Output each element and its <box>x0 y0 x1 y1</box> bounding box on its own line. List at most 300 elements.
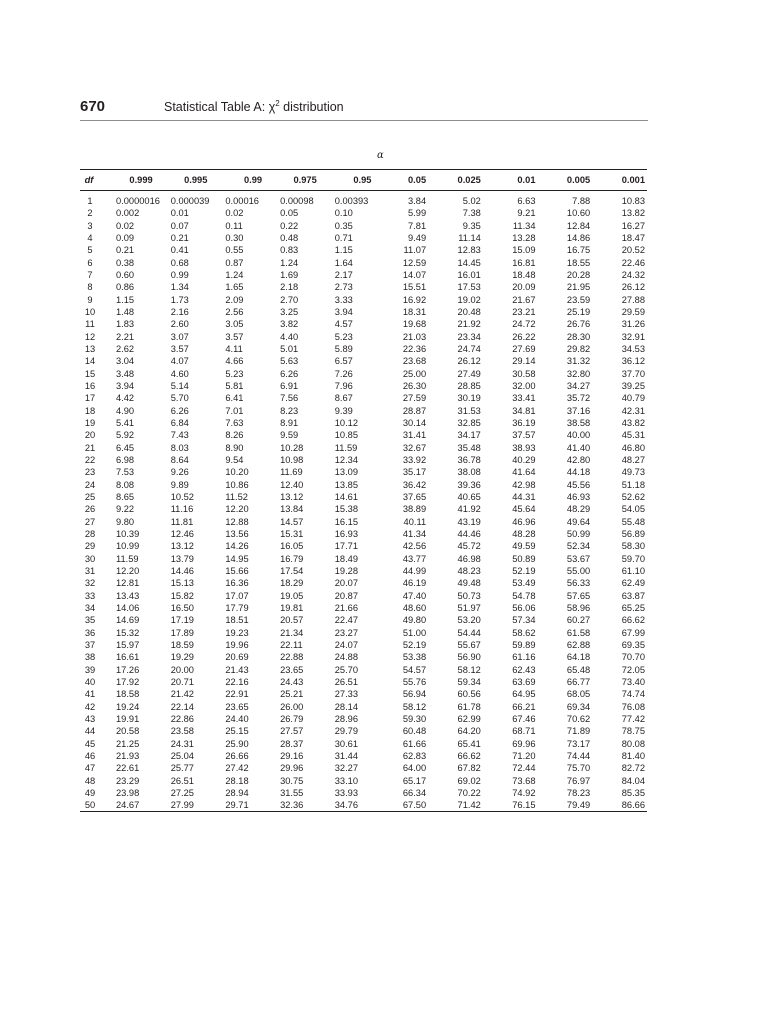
table-cell: 6.91 <box>280 381 299 392</box>
table-row <box>80 191 647 208</box>
table-cell: 27.49 <box>457 368 481 379</box>
table-cell: 0.000039 <box>170 196 210 207</box>
table-cell: 15.66 <box>225 566 249 576</box>
table-cell: 18.58 <box>116 689 140 700</box>
table-cell: 66.77 <box>566 676 591 687</box>
table-cell: 8.26 <box>225 430 244 441</box>
table-cell: 8.67 <box>334 393 353 404</box>
table-cell: 31.41 <box>402 430 427 441</box>
table-cell: 53.67 <box>566 553 591 564</box>
table-cell: 19.28 <box>334 566 359 576</box>
table-cell: 20.48 <box>457 307 481 318</box>
table-cell: 27.33 <box>334 689 359 700</box>
table-cell: 58.96 <box>566 602 591 613</box>
table-cell: 43.19 <box>457 516 481 527</box>
table-cell: 0.0000016 <box>116 196 160 207</box>
table-cell: 23.34 <box>457 331 481 342</box>
table-cell: 29.59 <box>621 307 645 318</box>
table-cell: 22.91 <box>225 689 249 700</box>
table-cell: 3.94 <box>334 307 353 318</box>
table-cell: 25.00 <box>402 368 427 379</box>
table-cell: 28.96 <box>334 713 359 724</box>
table-cell: 67.50 <box>402 800 427 811</box>
table-cell: 40.65 <box>457 492 481 503</box>
table-cell: 48.23 <box>457 566 481 576</box>
table-cell: 15.82 <box>170 590 194 601</box>
table-cell: 11.16 <box>170 504 194 515</box>
table-cell: 30.61 <box>334 738 359 749</box>
table-cell: 28.14 <box>334 701 359 712</box>
table-cell: 50.73 <box>457 590 481 601</box>
table-cell: 21.25 <box>116 738 140 749</box>
table-cell: 6.98 <box>116 455 135 466</box>
table-cell: 32.91 <box>621 331 645 342</box>
df-cell: 10 <box>84 307 96 318</box>
table-cell: 38.08 <box>457 467 481 478</box>
df-cell: 3 <box>87 220 93 231</box>
table-cell: 14.46 <box>170 566 194 576</box>
table-cell: 74.92 <box>512 787 536 798</box>
table-cell: 40.00 <box>566 430 591 441</box>
table-cell: 10.12 <box>334 418 359 429</box>
table-cell: 1.64 <box>334 257 353 268</box>
table-cell: 62.88 <box>566 639 591 650</box>
table-cell: 9.49 <box>408 233 427 244</box>
table-cell: 1.15 <box>334 245 353 256</box>
table-cell: 56.94 <box>402 689 427 700</box>
table-cell: 61.66 <box>402 738 427 749</box>
df-cell: 42 <box>84 701 96 712</box>
table-cell: 53.38 <box>402 652 427 663</box>
table-cell: 61.58 <box>566 627 591 638</box>
table-cell: 67.99 <box>621 627 645 638</box>
table-cell: 17.54 <box>280 566 304 576</box>
table-row <box>80 207 647 219</box>
table-cell: 60.48 <box>402 726 427 737</box>
table-cell: 4.60 <box>170 368 189 379</box>
table-cell: 39.25 <box>621 381 645 392</box>
page-number: 670 <box>80 98 106 115</box>
table-cell: 50.99 <box>566 529 591 540</box>
table-cell: 65.41 <box>457 738 481 749</box>
df-cell: 39 <box>84 664 96 675</box>
table-row <box>80 663 647 675</box>
table-cell: 3.48 <box>116 368 135 379</box>
table-cell: 38.58 <box>566 418 591 429</box>
table-cell: 71.42 <box>457 800 481 811</box>
table-cell: 14.07 <box>402 270 427 281</box>
table-cell: 25.19 <box>566 307 591 318</box>
table-cell: 25.15 <box>225 726 249 737</box>
table-cell: 5.23 <box>334 331 353 342</box>
table-cell: 17.07 <box>225 590 249 601</box>
table-cell: 0.38 <box>116 257 135 268</box>
table-cell: 0.01 <box>170 208 189 219</box>
table-cell: 10.85 <box>334 430 359 441</box>
table-cell: 20.09 <box>512 282 536 293</box>
table-cell: 23.68 <box>402 356 427 367</box>
table-cell: 26.76 <box>566 319 591 330</box>
table-cell: 55.00 <box>566 566 591 576</box>
table-cell: 76.15 <box>512 800 536 811</box>
table-cell: 57.34 <box>512 615 536 626</box>
table-cell: 33.92 <box>402 455 427 466</box>
table-cell: 11.59 <box>334 442 358 453</box>
title-superscript: 2 <box>275 99 280 108</box>
df-cell: 46 <box>84 750 96 761</box>
table-cell: 16.81 <box>512 257 536 268</box>
table-cell: 10.60 <box>566 208 591 219</box>
df-cell: 1 <box>87 196 93 207</box>
table-cell: 9.22 <box>116 504 135 515</box>
table-cell: 31.26 <box>621 319 645 330</box>
table-cell: 49.73 <box>621 467 645 478</box>
table-cell: 5.81 <box>225 381 244 392</box>
table-cell: 25.77 <box>170 763 194 774</box>
column-header-alpha: 0.01 <box>517 175 536 185</box>
table-row <box>80 590 647 602</box>
table-cell: 30.19 <box>457 393 481 404</box>
table-cell: 8.08 <box>116 479 135 490</box>
table-cell: 2.17 <box>334 270 353 281</box>
table-cell: 0.002 <box>116 208 140 219</box>
table-cell: 36.42 <box>402 479 427 490</box>
table-cell: 59.34 <box>457 676 481 687</box>
table-cell: 13.84 <box>280 504 304 515</box>
table-row <box>80 491 647 503</box>
df-cell: 44 <box>84 726 96 737</box>
table-cell: 39.36 <box>457 479 481 490</box>
table-cell: 9.89 <box>170 479 189 490</box>
table-cell: 35.17 <box>402 467 427 478</box>
table-cell: 4.66 <box>225 356 244 367</box>
table-cell: 29.14 <box>512 356 536 367</box>
table-cell: 3.82 <box>280 319 299 330</box>
table-row <box>80 676 647 688</box>
table-cell: 26.66 <box>225 750 249 761</box>
table-cell: 20.69 <box>225 652 249 663</box>
table-cell: 5.14 <box>170 381 189 392</box>
table-cell: 36.12 <box>621 356 645 367</box>
table-cell: 62.43 <box>512 664 536 675</box>
table-cell: 79.49 <box>566 800 591 811</box>
df-cell: 12 <box>84 331 96 342</box>
table-cell: 43.77 <box>402 553 427 564</box>
table-cell: 16.61 <box>116 652 140 663</box>
column-header-alpha: 0.001 <box>621 175 645 185</box>
table-cell: 2.70 <box>280 294 299 305</box>
df-cell: 29 <box>84 541 96 552</box>
table-cell: 7.53 <box>116 467 135 478</box>
table-cell: 32.00 <box>512 381 536 392</box>
table-cell: 11.81 <box>170 516 194 527</box>
table-cell: 22.86 <box>170 713 194 724</box>
table-cell: 13.43 <box>116 590 140 601</box>
table-cell: 24.72 <box>512 319 536 330</box>
table-cell: 41.40 <box>566 442 591 453</box>
table-row <box>80 466 647 478</box>
column-header-alpha: 0.99 <box>243 175 263 185</box>
table-cell: 35.72 <box>566 393 591 404</box>
table-row <box>80 503 647 515</box>
table-cell: 7.81 <box>408 220 427 231</box>
table-cell: 12.40 <box>280 479 304 490</box>
table-cell: 48.28 <box>512 529 536 540</box>
table-row <box>80 479 647 491</box>
table-cell: 15.38 <box>334 504 359 515</box>
table-cell: 3.04 <box>116 356 135 367</box>
table-cell: 16.92 <box>402 294 427 305</box>
table-row <box>80 614 647 626</box>
table-cell: 75.70 <box>566 763 591 774</box>
table-cell: 66.34 <box>402 787 427 798</box>
df-cell: 35 <box>84 615 96 626</box>
df-cell: 30 <box>84 553 96 564</box>
table-cell: 27.99 <box>170 800 194 811</box>
table-cell: 21.43 <box>225 664 249 675</box>
table-cell: 34.76 <box>334 800 359 811</box>
table-cell: 61.10 <box>621 566 645 576</box>
table-cell: 26.00 <box>280 701 304 712</box>
table-cell: 8.23 <box>280 405 299 416</box>
table-cell: 9.21 <box>517 208 536 219</box>
table-cell: 45.31 <box>621 430 645 441</box>
table-row <box>80 244 647 256</box>
table-row <box>80 639 647 651</box>
table-cell: 16.75 <box>566 245 591 256</box>
table-cell: 33.93 <box>334 787 359 798</box>
table-cell: 34.17 <box>457 430 481 441</box>
table-cell: 53.20 <box>457 615 481 626</box>
running-head-title <box>164 99 344 114</box>
table-row <box>80 700 647 712</box>
table-cell: 0.00016 <box>225 196 259 207</box>
df-cell: 21 <box>84 442 96 453</box>
table-cell: 16.50 <box>170 602 194 613</box>
table-row <box>80 651 647 663</box>
table-cell: 23.65 <box>280 664 304 675</box>
table-row <box>80 343 647 355</box>
table-cell: 27.57 <box>280 726 304 737</box>
header-rule <box>80 120 648 121</box>
table-cell: 18.29 <box>280 578 304 589</box>
table-cell: 21.42 <box>170 689 194 700</box>
table-cell: 8.90 <box>225 442 244 453</box>
table-cell: 4.42 <box>116 393 135 404</box>
table-cell: 24.67 <box>116 800 140 811</box>
table-cell: 17.92 <box>116 676 140 687</box>
table-cell: 2.16 <box>170 307 189 318</box>
column-header-alpha: 0.025 <box>457 175 481 185</box>
table-cell: 78.75 <box>621 726 645 737</box>
table-row <box>80 540 647 552</box>
table-cell: 77.42 <box>621 713 645 724</box>
chi-square-table <box>80 169 647 812</box>
table-cell: 14.69 <box>116 615 140 626</box>
table-cell: 20.71 <box>170 676 194 687</box>
table-cell: 47.40 <box>402 590 427 601</box>
column-header-alpha: 0.95 <box>353 175 372 185</box>
table-row <box>80 331 647 343</box>
table-cell: 38.93 <box>512 442 536 453</box>
table-cell: 20.52 <box>621 245 645 256</box>
table-cell: 1.15 <box>116 294 135 305</box>
table-cell: 0.09 <box>116 233 135 244</box>
table-cell: 24.40 <box>225 713 249 724</box>
table-cell: 10.39 <box>116 529 140 540</box>
table-cell: 10.52 <box>170 492 194 503</box>
table-cell: 5.70 <box>170 393 189 404</box>
table-cell: 14.95 <box>225 553 249 564</box>
table-cell: 0.21 <box>170 233 189 244</box>
table-row <box>80 553 647 565</box>
df-cell: 28 <box>84 529 96 540</box>
table-cell: 73.17 <box>566 738 591 749</box>
table-cell: 67.82 <box>457 763 481 774</box>
table-cell: 0.30 <box>225 233 244 244</box>
table-cell: 63.87 <box>621 590 645 601</box>
table-cell: 49.59 <box>512 541 536 552</box>
table-cell: 32.85 <box>457 418 481 429</box>
table-cell: 73.40 <box>621 676 645 687</box>
df-cell: 11 <box>85 319 95 330</box>
df-cell: 24 <box>84 479 96 490</box>
table-cell: 9.35 <box>462 220 481 231</box>
df-cell: 7 <box>87 270 93 281</box>
table-cell: 36.19 <box>512 418 536 429</box>
table-cell: 14.26 <box>225 541 249 552</box>
table-cell: 2.60 <box>170 319 189 330</box>
table-cell: 26.22 <box>512 331 536 342</box>
table-cell: 5.02 <box>462 196 481 207</box>
table-cell: 69.96 <box>512 738 536 749</box>
table-cell: 29.96 <box>280 763 304 774</box>
table-cell: 5.63 <box>280 356 299 367</box>
table-cell: 28.94 <box>225 787 249 798</box>
table-cell: 15.09 <box>512 245 536 256</box>
table-cell: 45.64 <box>512 504 536 515</box>
table-cell: 70.62 <box>566 713 591 724</box>
column-header-alpha: 0.05 <box>408 175 427 185</box>
table-row <box>80 417 647 429</box>
df-cell: 2 <box>87 208 93 219</box>
table-cell: 0.48 <box>280 233 299 244</box>
table-cell: 59.70 <box>621 553 645 564</box>
table-row <box>80 380 647 392</box>
table-cell: 37.16 <box>566 405 591 416</box>
table-cell: 12.20 <box>116 566 140 576</box>
table-cell: 17.26 <box>116 664 140 675</box>
table-row <box>80 355 647 367</box>
df-cell: 27 <box>84 516 96 527</box>
table-cell: 48.27 <box>621 455 645 466</box>
table-row <box>80 577 647 589</box>
table-cell: 33.10 <box>334 775 359 786</box>
table-cell: 0.87 <box>225 257 244 268</box>
table-cell: 19.05 <box>280 590 304 601</box>
table-cell: 10.99 <box>116 541 140 552</box>
table-cell: 52.19 <box>512 566 536 576</box>
df-cell: 41 <box>84 689 96 700</box>
df-cell: 38 <box>84 652 96 663</box>
alpha-label: α <box>377 150 384 161</box>
table-cell: 70.70 <box>621 652 645 663</box>
table-cell: 4.11 <box>225 344 243 355</box>
table-cell: 7.43 <box>170 430 189 441</box>
table-cell: 18.55 <box>566 257 591 268</box>
df-cell: 19 <box>84 418 96 429</box>
table-cell: 0.35 <box>334 220 353 231</box>
df-cell: 26 <box>84 504 96 515</box>
df-cell: 34 <box>84 602 96 613</box>
table-row <box>80 318 647 330</box>
table-cell: 64.00 <box>402 763 427 774</box>
table-cell: 63.69 <box>512 676 536 687</box>
table-cell: 22.14 <box>170 701 194 712</box>
table-cell: 21.67 <box>512 294 536 305</box>
table-cell: 68.05 <box>566 689 591 700</box>
table-cell: 52.62 <box>621 492 645 503</box>
table-cell: 29.16 <box>280 750 304 761</box>
table-cell: 18.59 <box>170 639 194 650</box>
table-cell: 30.75 <box>280 775 304 786</box>
df-cell: 43 <box>84 713 96 724</box>
table-cell: 20.87 <box>334 590 359 601</box>
table-cell: 10.20 <box>225 467 249 478</box>
table-cell: 59.89 <box>512 639 536 650</box>
table-cell: 14.57 <box>280 516 304 527</box>
table-cell: 60.56 <box>457 689 481 700</box>
table-cell: 23.29 <box>116 775 140 786</box>
table-cell: 34.53 <box>621 344 645 355</box>
table-cell: 22.46 <box>621 257 645 268</box>
table-cell: 38.89 <box>402 504 427 515</box>
table-cell: 14.06 <box>116 602 140 613</box>
table-cell: 9.59 <box>280 430 299 441</box>
table-cell: 16.01 <box>457 270 481 281</box>
table-cell: 0.02 <box>116 220 135 231</box>
df-cell: 16 <box>84 381 96 392</box>
table-cell: 60.27 <box>566 615 591 626</box>
table-cell: 19.81 <box>280 602 304 613</box>
table-cell: 52.34 <box>566 541 591 552</box>
table-cell: 13.56 <box>225 529 249 540</box>
table-cell: 32.27 <box>334 763 359 774</box>
table-cell: 13.12 <box>170 541 194 552</box>
table-cell: 22.47 <box>334 615 359 626</box>
table-cell: 44.46 <box>457 529 481 540</box>
table-cell: 2.62 <box>116 344 135 355</box>
table-cell: 27.88 <box>621 294 645 305</box>
table-cell: 48.60 <box>402 602 427 613</box>
table-cell: 23.58 <box>170 726 194 737</box>
table-cell: 23.65 <box>225 701 249 712</box>
table-cell: 10.28 <box>280 442 304 453</box>
table-cell: 27.69 <box>512 344 536 355</box>
table-cell: 7.26 <box>334 368 353 379</box>
table-cell: 69.35 <box>621 639 645 650</box>
table-row <box>80 725 647 737</box>
table-cell: 24.74 <box>457 344 481 355</box>
table-cell: 6.26 <box>170 405 189 416</box>
title-tail: distribution <box>279 100 344 115</box>
table-cell: 26.51 <box>334 676 359 687</box>
table-cell: 0.02 <box>225 208 244 219</box>
table-cell: 32.80 <box>566 368 591 379</box>
column-header-alpha: 0.005 <box>566 175 591 185</box>
table-row <box>80 516 647 528</box>
table-cell: 23.27 <box>334 627 359 638</box>
